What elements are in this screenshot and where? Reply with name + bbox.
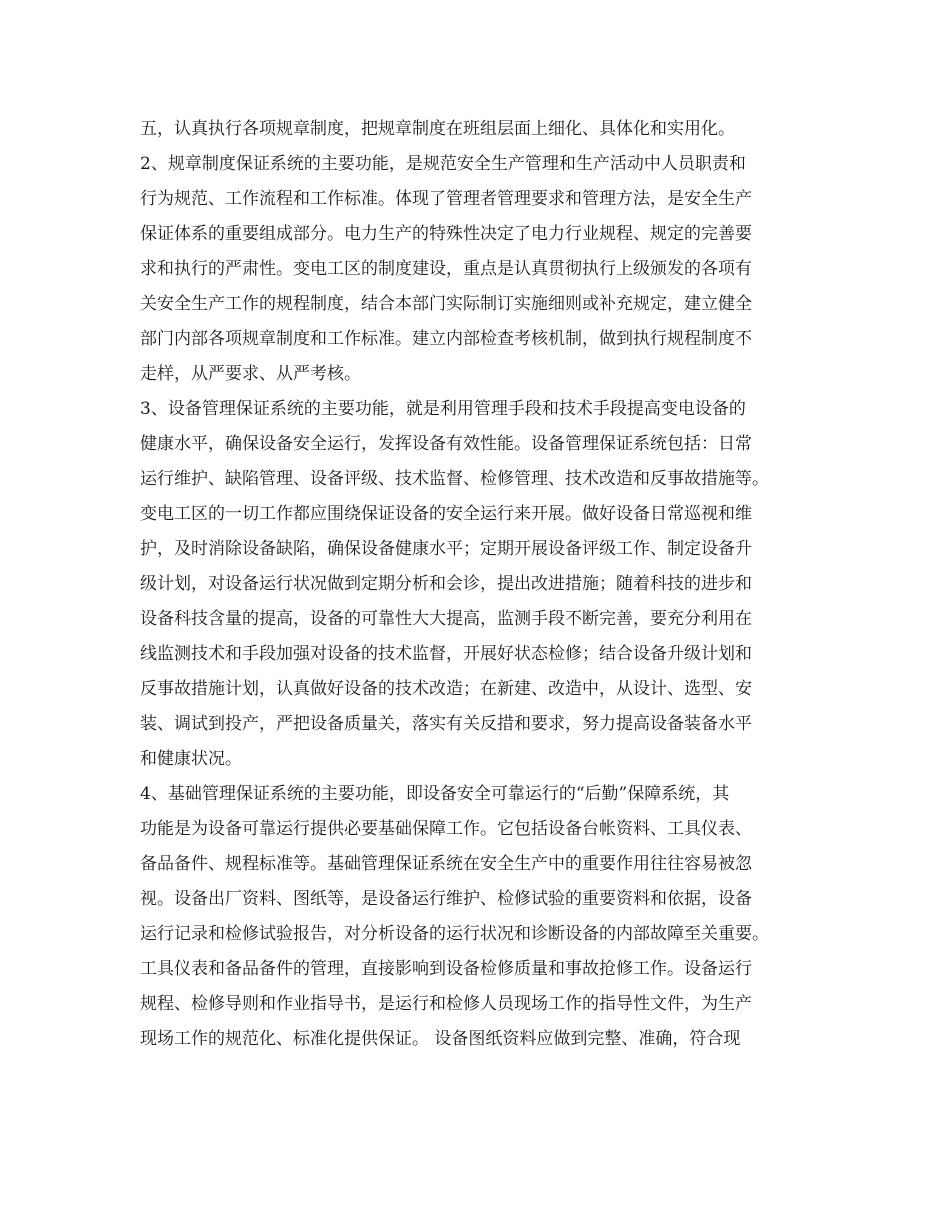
text-line: 关安全生产工作的规程制度，结合本部门实际制订实施细则或补充规定，建立健全	[140, 294, 752, 314]
text-line: 部门内部各项规章制度和工作标准。建立内部检查考核机制，做到执行规程制度不	[140, 329, 752, 349]
text-line: 设备科技含量的提高，设备的可靠性大大提高，监测手段不断完善，要充分利用在	[140, 609, 752, 629]
text-line: 规程、检修导则和作业指导书，是运行和检修人员现场工作的指导性文件，为生产	[140, 994, 752, 1014]
text-line: 走样，从严要求、从严考核。	[140, 364, 361, 384]
text-line: 健康水平，确保设备安全运行，发挥设备有效性能。设备管理保证系统包括：日常	[140, 434, 752, 454]
text-line: 2、规章制度保证系统的主要功能，是规范安全生产管理和生产活动中人员职责和	[140, 154, 746, 174]
text-line: 五，认真执行各项规章制度，把规章制度在班组层面上细化、具体化和实用化。	[140, 119, 735, 139]
text-line: 4、基础管理保证系统的主要功能，即设备安全可靠运行的“后勤”保障系统，其	[140, 784, 730, 804]
text-line: 装、调试到投产，严把设备质量关，落实有关反措和要求，努力提高设备装备水平	[140, 714, 752, 734]
text-line: 护，及时消除设备缺陷，确保设备健康水平；定期开展设备评级工作、制定设备升	[140, 539, 752, 559]
text-line: 变电工区的一切工作都应围绕保证设备的安全运行来开展。做好设备日常巡视和维	[140, 504, 752, 524]
text-line: 工具仪表和备品备件的管理，直接影响到设备检修质量和事故抢修工作。设备运行	[140, 959, 752, 979]
text-line: 3、设备管理保证系统的主要功能，就是利用管理手段和技术手段提高变电设备的	[140, 399, 746, 419]
text-line: 功能是为设备可靠运行提供必要基础保障工作。它包括设备台帐资料、工具仪表、	[140, 819, 752, 839]
text-line: 和健康状况。	[140, 749, 242, 769]
text-line: 运行记录和检修试验报告，对分析设备的运行状况和诊断设备的内部故障至关重要。	[140, 924, 769, 944]
text-line: 反事故措施计划，认真做好设备的技术改造；在新建、改造中，从设计、选型、安	[140, 679, 752, 699]
text-line: 运行维护、缺陷管理、设备评级、技术监督、检修管理、技术改造和反事故措施等。	[140, 469, 769, 489]
document-body	[140, 112, 810, 1057]
text-line: 视。设备出厂资料、图纸等，是设备运行维护、检修试验的重要资料和依据，设备	[140, 889, 752, 909]
text-line: 保证体系的重要组成部分。电力生产的特殊性决定了电力行业规程、规定的完善要	[140, 224, 752, 244]
text-line: 备品备件、规程标准等。基础管理保证系统在安全生产中的重要作用往往容易被忽	[140, 854, 752, 874]
text-line: 求和执行的严肃性。变电工区的制度建设，重点是认真贯彻执行上级颁发的各项有	[140, 259, 752, 279]
text-line: 级计划，对设备运行状况做到定期分析和会诊，提出改进措施；随着科技的进步和	[140, 574, 752, 594]
text-line: 现场工作的规范化、标准化提供保证。 设备图纸资料应做到完整、准确，符合现	[140, 1029, 741, 1049]
text-line: 行为规范、工作流程和工作标准。体现了管理者管理要求和管理方法，是安全生产	[140, 189, 752, 209]
text-line: 线监测技术和手段加强对设备的技术监督，开展好状态检修；结合设备升级计划和	[140, 644, 752, 664]
